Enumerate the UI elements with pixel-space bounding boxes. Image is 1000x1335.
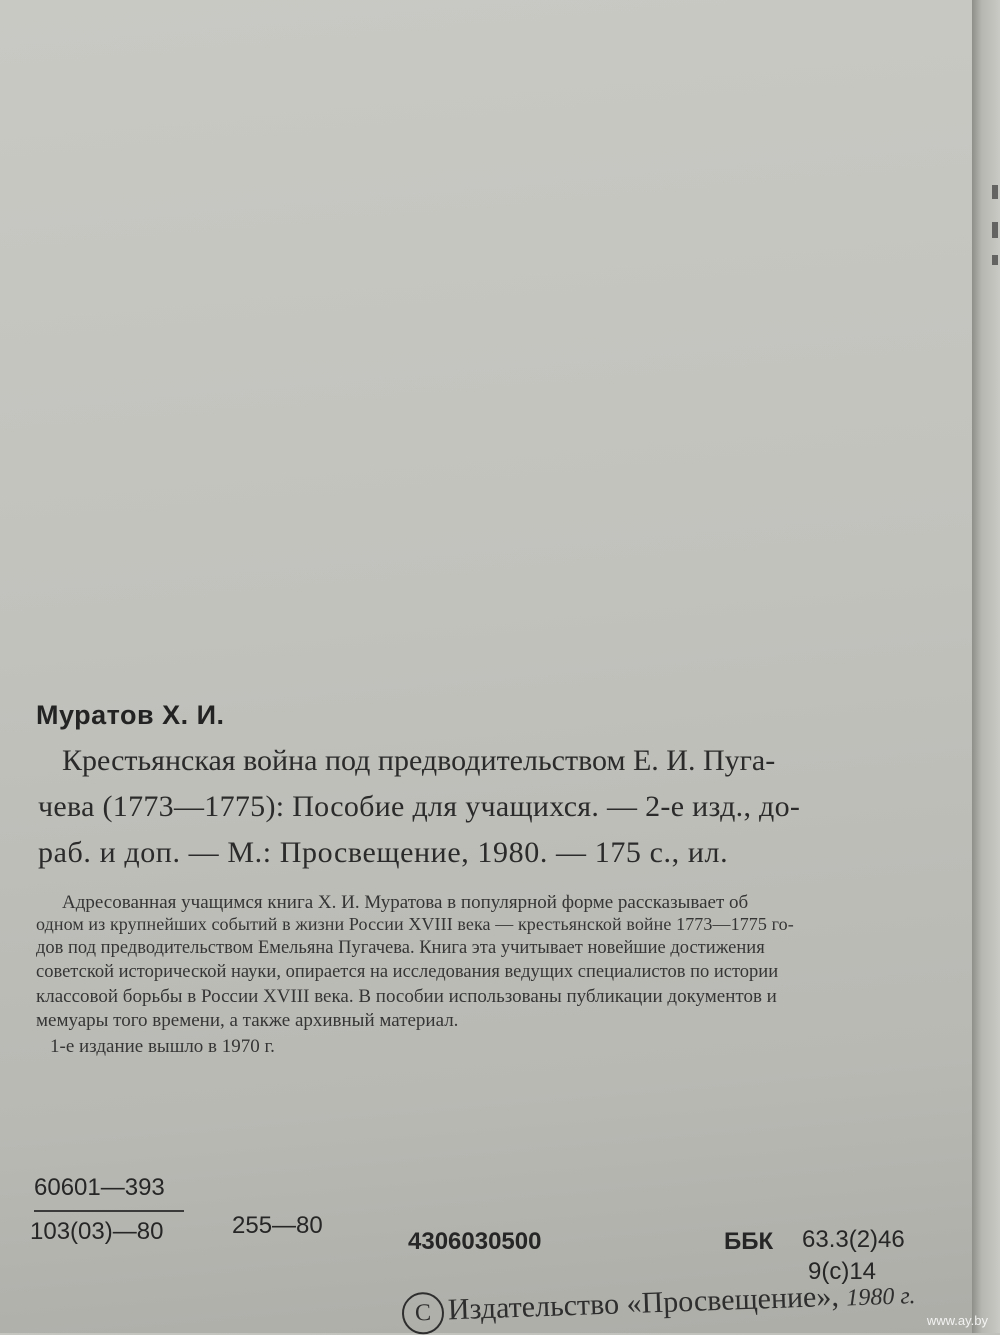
fraction-numerator: 60601—393 bbox=[34, 1174, 165, 1201]
order-number: 255—80 bbox=[232, 1212, 323, 1239]
bbk-code-1: 63.3(2)46 bbox=[802, 1226, 905, 1253]
annotation-line-7: 1-е издание вышло в 1970 г. bbox=[50, 1036, 275, 1057]
title-line-3: раб. и доп. — М.: Просвещение, 1980. — 175 с., ил. bbox=[38, 836, 729, 869]
edge-text-fragment bbox=[992, 255, 998, 265]
fraction-denominator: 103(03)—80 bbox=[30, 1218, 164, 1245]
annotation-line-6: мемуары того времени, а также архивный материал. bbox=[36, 1010, 459, 1031]
copyright-text: Издательство «Просвещение», bbox=[447, 1279, 840, 1327]
copyright-year: 1980 г. bbox=[845, 1283, 916, 1312]
index-number: 4306030500 bbox=[408, 1228, 542, 1255]
annotation-line-1: Адресованная учащимся книга Х. И. Муратова в популярной форме рассказывает об bbox=[62, 892, 749, 913]
copyright-icon: C bbox=[401, 1292, 444, 1335]
watermark-text: www.ay.by bbox=[926, 1313, 988, 1328]
book-author: Муратов Х. И. bbox=[36, 700, 225, 730]
annotation-line-5: классовой борьбы в России XVIII века. В пособии использованы публикации документов и bbox=[36, 986, 777, 1007]
edge-text-fragment bbox=[992, 185, 998, 199]
annotation-line-3: дов под предводительством Емельяна Пугачева. Книга эта учитывает новейшие достижения bbox=[36, 938, 765, 958]
annotation-line-2: одном из крупнейших событий в жизни России XVIII века — крестьянской войне 1773—1775 го- bbox=[36, 914, 794, 934]
title-line-1: Крестьянская война под предводительством Е. И. Пуга- bbox=[62, 744, 776, 777]
title-line-2: чева (1773—1775): Пособие для учащихся. — 2-е изд., до- bbox=[38, 790, 801, 823]
copyright-line bbox=[401, 1275, 916, 1335]
fraction-rule bbox=[34, 1210, 184, 1212]
bbk-label: ББК bbox=[724, 1228, 774, 1255]
book-page-edge bbox=[972, 0, 1000, 1333]
edge-text-fragment bbox=[992, 222, 998, 238]
annotation-line-4: советской исторической науки, опирается на исследования ведущих специалистов по истории bbox=[36, 962, 779, 982]
bbk-code-2: 9(с)14 bbox=[808, 1258, 877, 1285]
